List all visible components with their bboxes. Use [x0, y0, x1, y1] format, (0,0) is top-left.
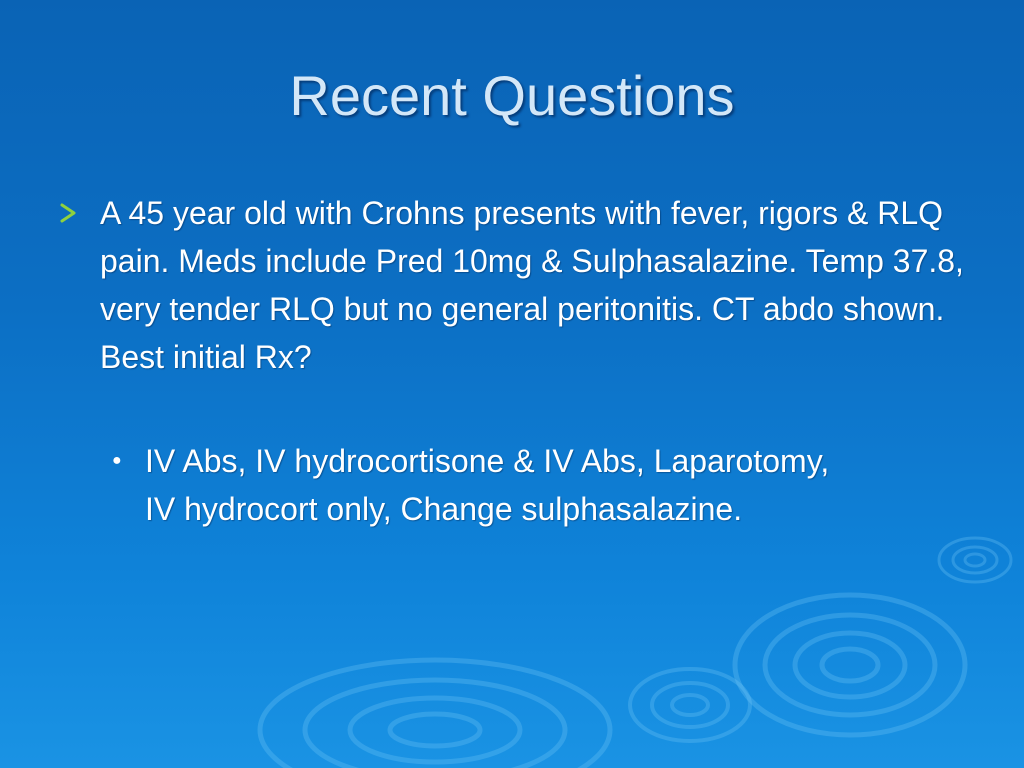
- sub-bullet-text: IV Abs, IV hydrocortisone & IV Abs, Laparotomy, IV hydrocort only, Change sulphasalazine.: [145, 443, 830, 527]
- dot-icon: ●: [112, 452, 122, 469]
- chevron-right-icon: [60, 189, 100, 228]
- slide-title: Recent Questions: [289, 64, 735, 127]
- bullet-text: A 45 year old with Crohns presents with fever, rigors & RLQ pain. Meds include Pred 10mg & Sulphasalazine. Temp 37.8, very tender RLQ but no general peritonitis. CT abdo shown. Best initial Rx?: [100, 195, 964, 375]
- sub-bullet-item: [112, 437, 852, 533]
- bullet-item: [60, 189, 980, 381]
